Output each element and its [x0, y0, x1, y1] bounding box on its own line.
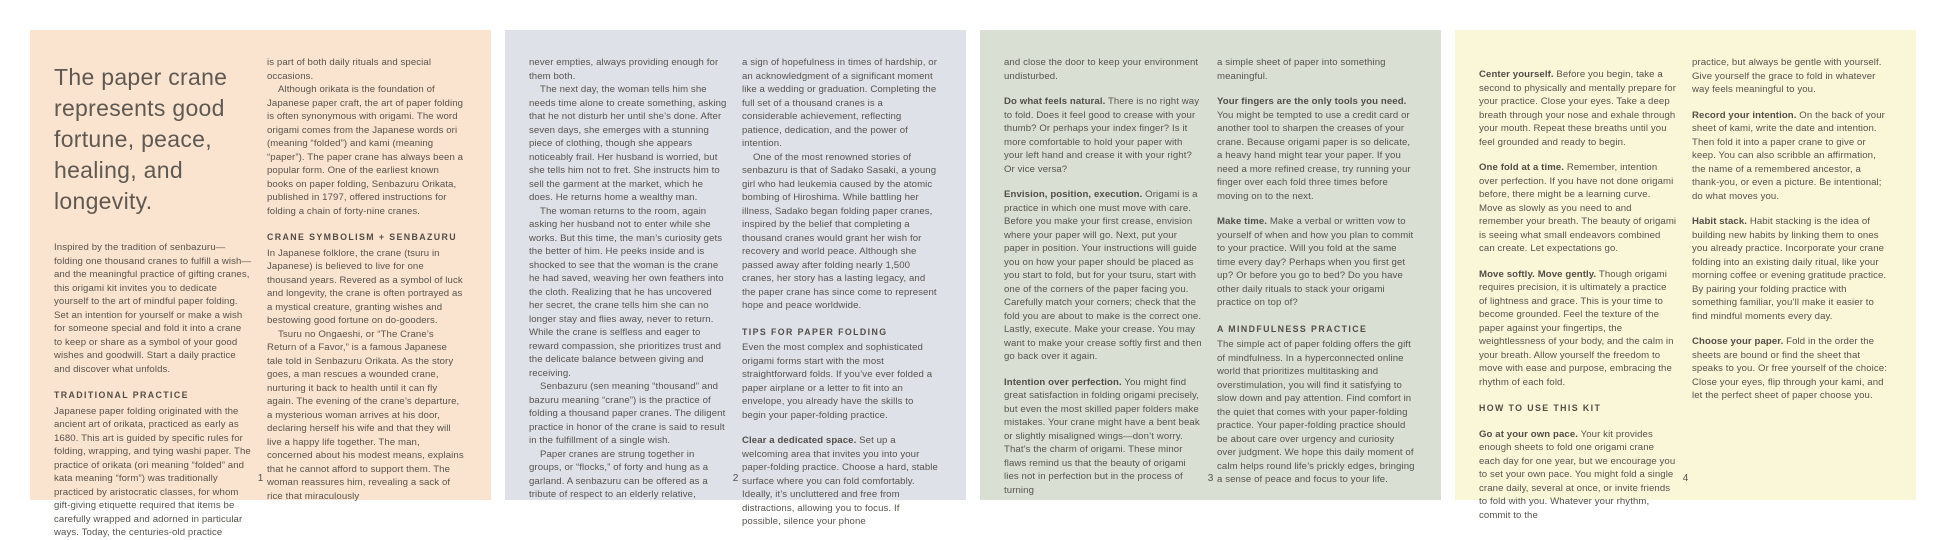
- body-paragraph: One of the most renowned stories of senbazuru is that of Sadako Sasaki, a young girl who had leukemia caused by the atomic bombing of Hiroshima. While battling her illness, Sadako began folding paper cranes, inspired by the belief that completing a thousand cranes would grant her wish for recovery and world peace. Although she passed away after folding nearly 1,500 cranes, her story has a lasting legacy, and the paper crane has since come to represent hope and peace worldwide.: [742, 151, 937, 311]
- tip-lead: Intention over perfection.: [1004, 376, 1122, 388]
- tip-lead: Record your intention.: [1692, 109, 1797, 121]
- tip-paragraph: Record your intention. On the back of your sheet of kami, write the date and intention. Then fold it into a paper crane to give or keep. You can also scribble an affirmation, the name of a remembered ancestor, a thank-you, or even a picture. Be intentional; do what moves you.: [1692, 109, 1885, 202]
- body-paragraph: Senbazuru (sen meaning “thousand” and bazuru meaning “crane”) is the practice of folding a thousand paper cranes. The diligent practice in honor of the crane is said to result in the fulfillment of a single wish.: [529, 381, 726, 446]
- tip-lead: Center yourself.: [1479, 69, 1554, 80]
- body-paragraph: never empties, always providing enough for them both.: [529, 57, 719, 82]
- tip-lead: Make time.: [1217, 216, 1268, 227]
- tip-paragraph: Go at your own pace. Your kit provides enough sheets to fold one origami crane each day for one year, but we encourage you to set your own pace. You might fold a single crane daily, several at once, or invite friends to fold with you. Whatever your rhythm, commit to the: [1479, 428, 1676, 521]
- page-columns: [529, 56, 942, 527]
- tip-paragraph: Move softly. Move gently. Though origami requires precision, it is ultimately a practice of lightness and grace. This is your time to become grounded. Feel the texture of the paper against your fingertips, the weightlessness of your body, and the calm in your breath. Allow yourself the freedom to move with ease and purpose, embracing the rhythm of each fold.: [1479, 268, 1674, 388]
- tip-paragraph: Habit stack. Habit stacking is the idea of building new habits by linking them to ones you already practice. Incorporate your crane folding into an existing daily ritual, like your morning coffee or evening gratitude practice. By pairing your folding practice with something familiar, you’ll make it easier to find mindful moments every day.: [1692, 216, 1887, 322]
- page-columns: [1004, 56, 1417, 496]
- tip-lead: Envision, position, execution.: [1004, 189, 1143, 200]
- page-columns: [54, 56, 467, 538]
- body-paragraph: The next day, the woman tells him she needs time alone to create something, asking that he not disturb her until she’s done. After seven days, she emerges with a stunning piece of clothing, though she appears noticeably frail. Her husband is worried, but she tells him not to fret. She instructs him to sell the garment at the market, which he does. He returns home a wealthy man.: [529, 84, 727, 203]
- tip-paragraph: Make time. Make a verbal or written vow to yourself of when and how you plan to commit to your practice. Will you fold at the same time every day? Perhaps when you first get up? Or before you go to bed? Do you have other daily rituals to stack your origami practice on top of?: [1217, 216, 1414, 308]
- text-column: [1004, 56, 1202, 496]
- tip-lead: Choose your paper.: [1692, 336, 1784, 347]
- tip-paragraph: Center yourself. Before you begin, take a second to physically and mentally prepare for your practice. Close your eyes. Take a deep breath through your nose and exhale through your mouth. Repeat these breaths until you feel grounded and ready to begin.: [1479, 69, 1677, 148]
- text-column: [742, 56, 940, 527]
- body-paragraph: Paper cranes are strung together in groups, or “flocks,” of forty and hung as a garland. A senbazuru can be offered as a tribute of respect to an elderly relative,: [529, 448, 709, 500]
- body-paragraph: practice, but always be gentle with yourself. Give yourself the grace to fold in whatever way feels meaningful to you.: [1692, 57, 1882, 95]
- tip-paragraph: Do what feels natural. There is no right way to fold. Does it feel good to crease with your thumb? Or perhaps your index finger? Is it more comfortable to hold your paper with your left hand and crease it with your right? Or vice versa?: [1004, 96, 1200, 175]
- body-paragraph: a simple sheet of paper into something meaningful.: [1217, 57, 1386, 82]
- body-paragraph: is part of both daily rituals and special occasions.: [267, 57, 432, 82]
- tip-lead: Do what feels natural.: [1004, 96, 1106, 107]
- section-heading: HOW TO USE THIS KIT: [1479, 403, 1602, 413]
- booklet-spread: [30, 30, 1916, 538]
- booklet-page-2: [505, 30, 966, 527]
- tip-paragraph: Clear a dedicated space. Set up a welcoming area that invites you into your paper-folding practice. Choose a hard, stable surface where you can fold comfortably. Ideally, it’s uncluttered and free from distractions, allowing you to focus. If possible, silence your phone: [742, 435, 938, 527]
- tip-lead: Move softly. Move gently.: [1479, 268, 1597, 280]
- body-paragraph: In Japanese folklore, the crane (tsuru in Japanese) is believed to live for one thousand years. Revered as a symbol of luck and longevity, the crane is often portrayed as a mystical creature, granting wishes and bestowing good fortune on do-gooders.: [267, 247, 463, 326]
- tip-paragraph: One fold at a time. Remember, intention over perfection. If you have not done origami before, there might be a learning curve. Move as slowly as you need to and remember your breath. The beauty of origami is seeing what small endeavors combined can create. Let expectations go.: [1479, 162, 1677, 254]
- tip-lead: Clear a dedicated space.: [742, 435, 857, 446]
- page-number: 4: [1682, 473, 1689, 484]
- body-paragraph: The simple act of paper folding offers the gift of mindfulness. In a hyperconnected online world that prioritizes multitasking and overstimulation, you will find it satisfying to slow down and pay attention. Find comfort in the quiet that comes with your paper-folding practice. Your paper-folding practice should be about care over urgency and curiosity over judgment. We hope this daily moment of calm helps round life’s prickly edges, bringing a sense of peace and focus to your life.: [1217, 339, 1415, 485]
- page-number: 3: [1207, 473, 1214, 484]
- tip-paragraph: Choose your paper. Fold in the order the sheets are bound or find the sheet that speaks to you. Or free yourself of the choice: Close your eyes, flip through your kami, and let the perfect sheet of paper choose you.: [1692, 336, 1887, 401]
- page-number: 1: [257, 473, 264, 484]
- text-column: [1217, 56, 1415, 485]
- booklet-page-1: [30, 30, 491, 538]
- text-column: [1692, 56, 1890, 460]
- body-paragraph: Inspired by the tradition of senbazuru—folding one thousand cranes to fulfill a wish—and the meaningful practice of gifting cranes, this origami kit invites you to dedicate yourself to the art of mindful paper folding. Set an intention for yourself or make a wish for someone special and fold it into a crane to keep or share as a symbol of your good wishes and goodwill. Start a daily practice and discover what unfolds.: [54, 242, 252, 375]
- section-heading: CRANE SYMBOLISM + SENBAZURU: [267, 232, 458, 242]
- page-columns: [1479, 56, 1892, 521]
- body-paragraph: Even the most complex and sophisticated origami forms start with the most straightforward folds. If you’ve ever folded a paper airplane or a letter to fit into an envelope, you already have the skills to begin your paper-folding practice.: [742, 342, 933, 421]
- text-column: [1479, 56, 1677, 521]
- page-number: 2: [732, 473, 739, 484]
- body-paragraph: The woman returns to the room, again asking her husband not to enter while she works. But this time, the man’s curiosity gets the better of him. He peeks inside and is shocked to see that the woman is the crane he had saved, weaving her own feathers into the cloth. Realizing that he has uncovered her secret, the crane tells him she can no longer stay and flies away, never to return. While the crane is selfless and eager to reward compassion, she prioritizes trust and the delicate balance between giving and receiving.: [529, 205, 724, 379]
- booklet-page-3: [980, 30, 1441, 500]
- section-heading: TRADITIONAL PRACTICE: [54, 390, 189, 400]
- tip-paragraph: Your fingers are the only tools you need. You might be tempted to use a credit card or another tool to sharpen the creases of your crane. Because origami paper is so delicate, a heavy hand might tear your paper. If you need a more refined crease, try running your finger over each fold three times before moving on to the next.: [1217, 96, 1411, 202]
- text-column: [529, 56, 727, 500]
- tip-lead: One fold at a time.: [1479, 162, 1565, 173]
- body-paragraph: Japanese paper folding originated with the ancient art of orikata, practiced as early as 1680. This art is guided by specific rules for folding, wrapping, and tying washi paper. The practice of orikata (ori meaning “folded” and kata meaning “form”) was traditionally practiced by aristocratic classes, for whom gift-giving etiquette required that items be carefully wrapped and adorned in particular ways. Today, the centuries-old practice: [54, 405, 251, 538]
- body-paragraph: and close the door to keep your environment undisturbed.: [1004, 57, 1199, 82]
- body-paragraph: a sign of hopefulness in times of hardship, or an acknowledgment of a significant moment like a wedding or graduation. Completing the full set of a thousand cranes is a considerable achievement, reflecting patience, dedication, and the power of intention.: [742, 57, 937, 149]
- tip-paragraph: Intention over perfection. You might find great satisfaction in folding origami precisely, but even the most skilled paper folders make mistakes. Your crane might have a bent beak or slightly misaligned wings—don’t worry. That’s the charm of origami. These minor flaws remind us that the beauty of origami lies not in perfection but in the process of turning: [1004, 376, 1200, 496]
- section-heading: A MINDFULNESS PRACTICE: [1217, 323, 1368, 334]
- tip-paragraph: Envision, position, execution. Origami is a practice in which one must move with care. Before you make your first crease, envision where your paper will go. Next, put your paper in position. Your instructions will guide you on how your paper should be placed as you start to fold, but for your tsuru, start with one of the corners of the paper facing you. Carefully match your corners; check that the fold you are about to make is the correct one. Lastly, execute. Make your crease. You may want to make your crease softly first and then go back over it again.: [1004, 189, 1202, 362]
- section-heading: TIPS FOR PAPER FOLDING: [742, 326, 888, 337]
- tip-lead: Go at your own pace.: [1479, 428, 1579, 440]
- booklet-page-4: [1455, 30, 1916, 521]
- tip-lead: Your fingers are the only tools you need.: [1217, 96, 1407, 107]
- body-paragraph: Although orikata is the foundation of Japanese paper craft, the art of paper folding is often synonymous with origami. The word origami comes from the Japanese words ori (meaning “folded”) and kami (meaning “paper”). The paper crane has always been a popular form. One of the earliest known books on paper folding, Senbazuru Orikata, published in 1797, offered instructions for folding a chain of forty-nine cranes.: [267, 84, 464, 217]
- panel-title: The paper crane represents good fortune, peace, healing, and longevity.: [54, 64, 228, 214]
- text-column: [267, 56, 465, 502]
- text-column: [54, 56, 252, 538]
- tip-lead: Habit stack.: [1692, 216, 1748, 227]
- body-paragraph: Tsuru no Ongaeshi, or “The Crane’s Return of a Favor,” is a famous Japanese tale told in Senbazuru Orikata. As the story goes, a man rescues a wounded crane, nurturing it back to health until it can fly again. The evening of the crane’s departure, a mysterious woman arrives at his door, declaring herself his wife and that they will live a happy life together. The man, concerned about his modest means, explains that he cannot afford to support them. The woman reassures him, revealing a sack of rice that miraculously: [267, 328, 464, 502]
